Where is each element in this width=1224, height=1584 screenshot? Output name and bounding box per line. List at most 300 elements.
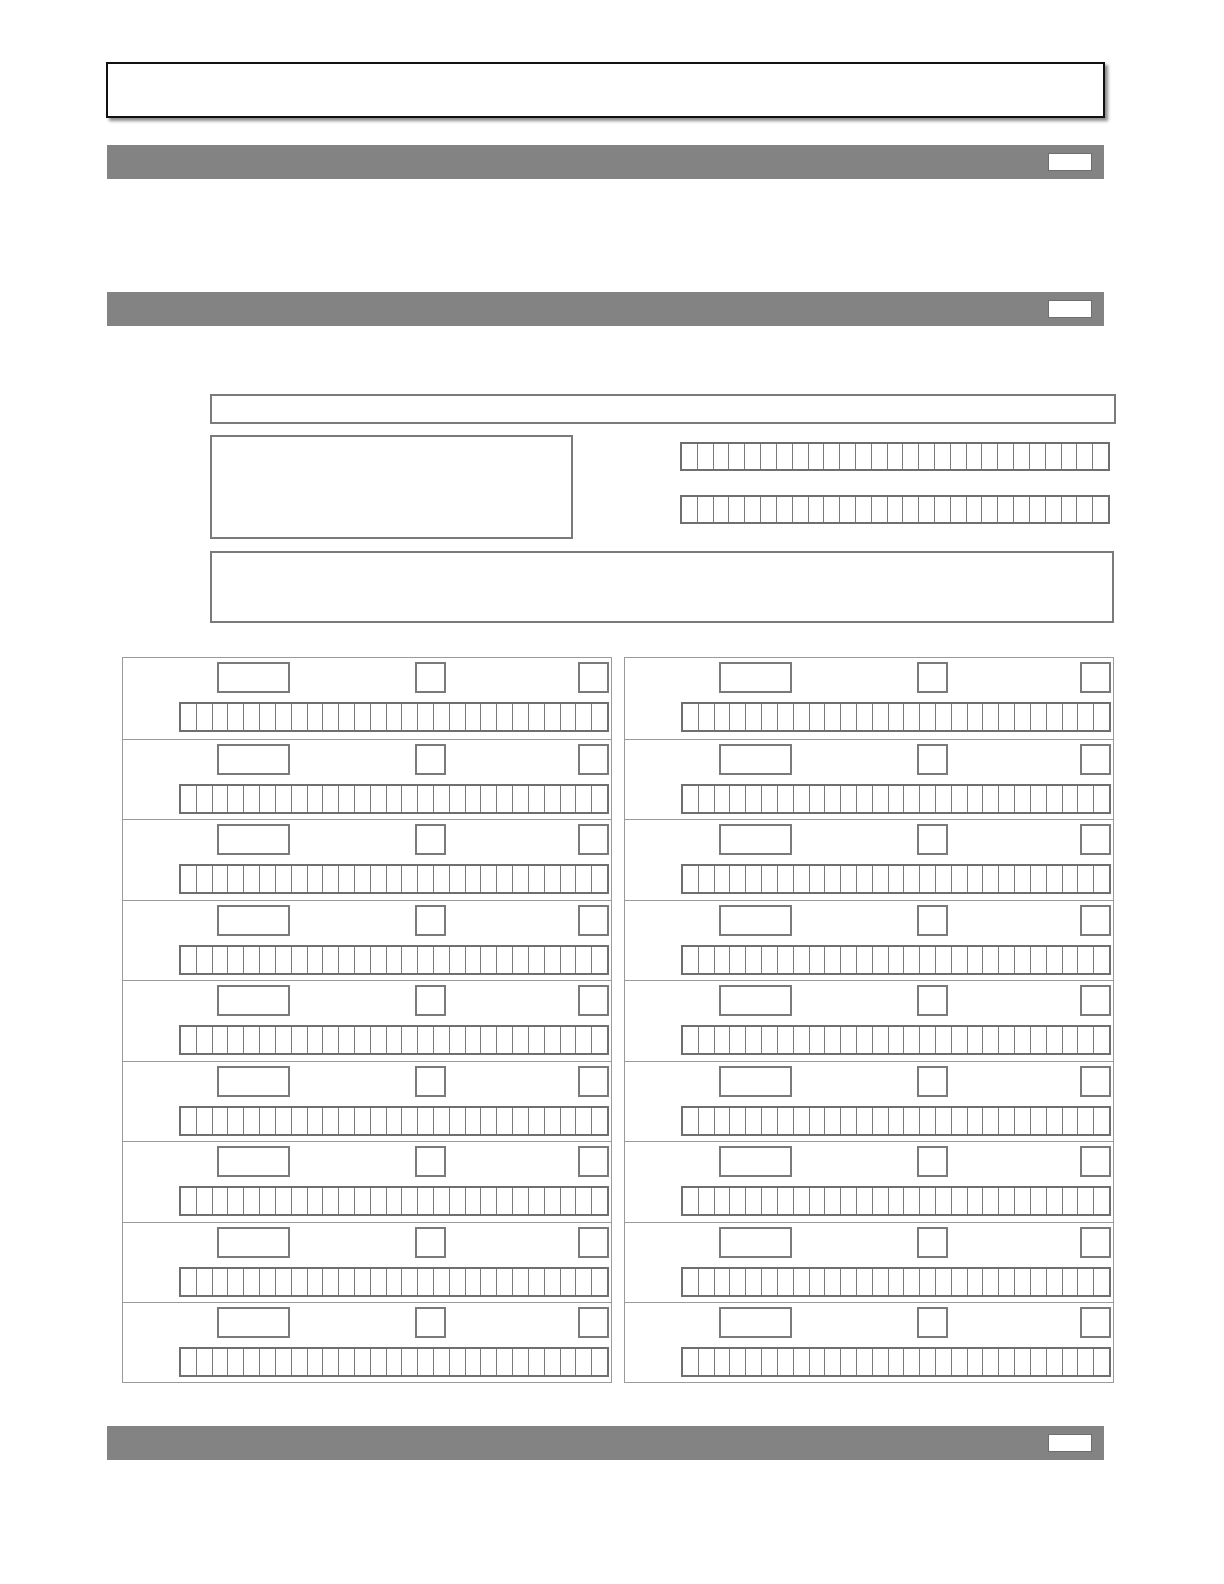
comb-cell[interactable] (355, 1269, 371, 1295)
comb-cell[interactable] (308, 786, 324, 812)
code-field[interactable] (217, 1066, 290, 1097)
comb-cell[interactable] (873, 1108, 889, 1134)
comb-cell[interactable] (1077, 497, 1093, 522)
comb-cell[interactable] (746, 866, 762, 892)
comb-cell[interactable] (1031, 704, 1047, 730)
code-field[interactable] (217, 1307, 290, 1338)
comb-cell[interactable] (952, 866, 968, 892)
comb-cell[interactable] (292, 1269, 308, 1295)
comb-cell[interactable] (952, 1108, 968, 1134)
comb-cell[interactable] (999, 704, 1015, 730)
comb-cell[interactable] (1031, 1188, 1047, 1214)
comb-cell[interactable] (292, 866, 308, 892)
comb-cell[interactable] (276, 947, 292, 973)
comb-cell[interactable] (561, 1108, 577, 1134)
comb-cell[interactable] (197, 704, 213, 730)
comb-cell[interactable] (841, 1269, 857, 1295)
checkbox-2[interactable] (1080, 824, 1111, 855)
comb-cell[interactable] (1063, 1188, 1079, 1214)
comb-cell[interactable] (778, 1108, 794, 1134)
comb-cell[interactable] (1047, 1349, 1063, 1375)
comb-cell[interactable] (983, 947, 999, 973)
comb-cell[interactable] (213, 1108, 229, 1134)
checkbox-1[interactable] (415, 1146, 446, 1177)
comb-cell[interactable] (529, 1108, 545, 1134)
comb-cell[interactable] (387, 866, 403, 892)
comb-cell[interactable] (1063, 866, 1079, 892)
comb-cell[interactable] (699, 704, 715, 730)
comb-cell[interactable] (857, 1349, 873, 1375)
comb-cell[interactable] (497, 1108, 513, 1134)
comb-cell[interactable] (497, 947, 513, 973)
comb-cell[interactable] (904, 1269, 920, 1295)
comb-cell[interactable] (778, 1269, 794, 1295)
comb-cell[interactable] (919, 497, 935, 522)
comb-cell[interactable] (561, 704, 577, 730)
comb-cell[interactable] (1063, 1349, 1079, 1375)
comb-cell[interactable] (952, 947, 968, 973)
comb-cell[interactable] (434, 786, 450, 812)
checkbox-1[interactable] (917, 824, 948, 855)
comb-cell[interactable] (936, 1108, 952, 1134)
comb-cell[interactable] (935, 497, 951, 522)
comb-cell[interactable] (545, 1349, 561, 1375)
comb-cell[interactable] (968, 1349, 984, 1375)
comb-cell[interactable] (387, 786, 403, 812)
comb-cell[interactable] (1094, 866, 1109, 892)
comb-cell[interactable] (1031, 1269, 1047, 1295)
comb-cell[interactable] (276, 786, 292, 812)
comb-cell[interactable] (952, 1188, 968, 1214)
comb-cell[interactable] (920, 866, 936, 892)
comb-cell[interactable] (1094, 1349, 1109, 1375)
comb-cell[interactable] (920, 786, 936, 812)
comb-cell[interactable] (197, 1108, 213, 1134)
entry-comb-field[interactable] (681, 864, 1111, 894)
comb-cell[interactable] (450, 1188, 466, 1214)
comb-cell[interactable] (228, 866, 244, 892)
checkbox-1[interactable] (415, 985, 446, 1016)
comb-cell[interactable] (810, 1108, 826, 1134)
comb-cell[interactable] (793, 497, 809, 522)
comb-cell[interactable] (778, 1349, 794, 1375)
comb-cell[interactable] (794, 947, 810, 973)
checkbox-2[interactable] (1080, 744, 1111, 775)
comb-cell[interactable] (402, 947, 418, 973)
comb-cell[interactable] (810, 1188, 826, 1214)
comb-cell[interactable] (228, 1188, 244, 1214)
comb-cell[interactable] (889, 704, 905, 730)
comb-cell[interactable] (794, 786, 810, 812)
comb-cell[interactable] (952, 1269, 968, 1295)
comb-cell[interactable] (904, 1108, 920, 1134)
comb-cell[interactable] (841, 1188, 857, 1214)
code-field[interactable] (719, 1146, 792, 1177)
comb-field-1[interactable] (680, 442, 1110, 471)
comb-cell[interactable] (1047, 1027, 1063, 1053)
entry-comb-field[interactable] (681, 702, 1111, 732)
checkbox-2[interactable] (1080, 662, 1111, 693)
comb-cell[interactable] (371, 704, 387, 730)
comb-cell[interactable] (213, 947, 229, 973)
comb-cell[interactable] (466, 866, 482, 892)
comb-cell[interactable] (1063, 1027, 1079, 1053)
comb-cell[interactable] (292, 947, 308, 973)
comb-cell[interactable] (276, 704, 292, 730)
comb-cell[interactable] (873, 1269, 889, 1295)
comb-cell[interactable] (1093, 444, 1108, 469)
comb-cell[interactable] (481, 1027, 497, 1053)
comb-cell[interactable] (873, 1027, 889, 1053)
comb-cell[interactable] (857, 786, 873, 812)
comb-cell[interactable] (841, 1349, 857, 1375)
comb-cell[interactable] (276, 1108, 292, 1134)
comb-cell[interactable] (699, 1349, 715, 1375)
comb-cell[interactable] (762, 704, 778, 730)
comb-cell[interactable] (371, 866, 387, 892)
comb-cell[interactable] (699, 1027, 715, 1053)
comb-cell[interactable] (904, 866, 920, 892)
comb-cell[interactable] (418, 1269, 434, 1295)
comb-cell[interactable] (983, 866, 999, 892)
comb-cell[interactable] (434, 1269, 450, 1295)
comb-cell[interactable] (729, 444, 745, 469)
comb-cell[interactable] (699, 947, 715, 973)
comb-cell[interactable] (983, 704, 999, 730)
code-field[interactable] (217, 1227, 290, 1258)
comb-cell[interactable] (292, 1188, 308, 1214)
checkbox-1[interactable] (415, 1066, 446, 1097)
comb-cell[interactable] (951, 497, 967, 522)
checkbox-1[interactable] (917, 662, 948, 693)
comb-cell[interactable] (450, 786, 466, 812)
comb-cell[interactable] (513, 866, 529, 892)
comb-cell[interactable] (1078, 1269, 1094, 1295)
comb-cell[interactable] (1063, 786, 1079, 812)
comb-cell[interactable] (561, 947, 577, 973)
comb-cell[interactable] (1047, 704, 1063, 730)
comb-cell[interactable] (181, 947, 197, 973)
comb-cell[interactable] (983, 1108, 999, 1134)
large-text-box[interactable] (210, 551, 1114, 623)
comb-cell[interactable] (466, 1108, 482, 1134)
comb-cell[interactable] (339, 1269, 355, 1295)
comb-cell[interactable] (936, 1188, 952, 1214)
comb-cell[interactable] (181, 1349, 197, 1375)
comb-cell[interactable] (181, 1188, 197, 1214)
comb-cell[interactable] (746, 1349, 762, 1375)
comb-cell[interactable] (873, 947, 889, 973)
entry-comb-field[interactable] (179, 702, 609, 732)
comb-cell[interactable] (545, 866, 561, 892)
comb-cell[interactable] (1078, 947, 1094, 973)
comb-cell[interactable] (1062, 497, 1078, 522)
entry-comb-field[interactable] (179, 1267, 609, 1297)
comb-cell[interactable] (260, 786, 276, 812)
comb-cell[interactable] (730, 1108, 746, 1134)
comb-cell[interactable] (1031, 786, 1047, 812)
comb-cell[interactable] (1094, 947, 1109, 973)
comb-cell[interactable] (434, 1188, 450, 1214)
comb-cell[interactable] (904, 1188, 920, 1214)
comb-cell[interactable] (339, 1108, 355, 1134)
comb-cell[interactable] (825, 1108, 841, 1134)
comb-cell[interactable] (339, 704, 355, 730)
comb-cell[interactable] (1030, 444, 1046, 469)
checkbox-2[interactable] (578, 1066, 609, 1097)
comb-cell[interactable] (888, 497, 904, 522)
comb-cell[interactable] (825, 1269, 841, 1295)
checkbox-2[interactable] (1080, 1307, 1111, 1338)
comb-cell[interactable] (794, 704, 810, 730)
code-field[interactable] (719, 824, 792, 855)
comb-cell[interactable] (434, 866, 450, 892)
comb-cell[interactable] (592, 1349, 607, 1375)
comb-cell[interactable] (888, 444, 904, 469)
comb-cell[interactable] (450, 1349, 466, 1375)
comb-cell[interactable] (466, 1349, 482, 1375)
code-field[interactable] (719, 744, 792, 775)
comb-cell[interactable] (683, 1269, 699, 1295)
entry-comb-field[interactable] (179, 1025, 609, 1055)
comb-cell[interactable] (1031, 866, 1047, 892)
comb-cell[interactable] (825, 1349, 841, 1375)
comb-cell[interactable] (308, 1188, 324, 1214)
comb-cell[interactable] (983, 786, 999, 812)
comb-cell[interactable] (730, 1027, 746, 1053)
comb-cell[interactable] (1015, 704, 1031, 730)
comb-cell[interactable] (592, 866, 607, 892)
checkbox-1[interactable] (415, 905, 446, 936)
comb-cell[interactable] (683, 1108, 699, 1134)
comb-cell[interactable] (936, 947, 952, 973)
comb-cell[interactable] (466, 1027, 482, 1053)
comb-cell[interactable] (1047, 1188, 1063, 1214)
comb-cell[interactable] (576, 947, 592, 973)
comb-cell[interactable] (919, 444, 935, 469)
comb-cell[interactable] (561, 1188, 577, 1214)
comb-cell[interactable] (339, 1349, 355, 1375)
comb-cell[interactable] (513, 786, 529, 812)
checkbox-1[interactable] (917, 985, 948, 1016)
comb-cell[interactable] (699, 786, 715, 812)
comb-cell[interactable] (951, 444, 967, 469)
comb-cell[interactable] (228, 947, 244, 973)
comb-cell[interactable] (1062, 444, 1078, 469)
comb-cell[interactable] (936, 704, 952, 730)
comb-cell[interactable] (794, 1027, 810, 1053)
comb-cell[interactable] (825, 866, 841, 892)
comb-cell[interactable] (497, 1269, 513, 1295)
entry-comb-field[interactable] (681, 784, 1111, 814)
comb-cell[interactable] (402, 866, 418, 892)
comb-cell[interactable] (683, 947, 699, 973)
comb-cell[interactable] (873, 1349, 889, 1375)
checkbox-1[interactable] (415, 1307, 446, 1338)
comb-cell[interactable] (181, 866, 197, 892)
comb-cell[interactable] (729, 497, 745, 522)
comb-cell[interactable] (762, 1108, 778, 1134)
comb-cell[interactable] (1078, 786, 1094, 812)
comb-cell[interactable] (450, 866, 466, 892)
comb-cell[interactable] (873, 704, 889, 730)
comb-cell[interactable] (920, 1027, 936, 1053)
comb-cell[interactable] (714, 497, 730, 522)
comb-cell[interactable] (1094, 1027, 1109, 1053)
comb-cell[interactable] (308, 1108, 324, 1134)
comb-cell[interactable] (936, 1349, 952, 1375)
comb-cell[interactable] (762, 786, 778, 812)
comb-cell[interactable] (260, 1349, 276, 1375)
comb-cell[interactable] (810, 947, 826, 973)
comb-cell[interactable] (983, 1027, 999, 1053)
checkbox-1[interactable] (917, 744, 948, 775)
comb-cell[interactable] (841, 1108, 857, 1134)
comb-cell[interactable] (244, 704, 260, 730)
comb-cell[interactable] (450, 947, 466, 973)
entry-comb-field[interactable] (179, 1347, 609, 1377)
comb-cell[interactable] (810, 866, 826, 892)
comb-cell[interactable] (418, 704, 434, 730)
comb-cell[interactable] (181, 1269, 197, 1295)
checkbox-1[interactable] (415, 662, 446, 693)
comb-cell[interactable] (841, 947, 857, 973)
comb-cell[interactable] (592, 1269, 607, 1295)
comb-cell[interactable] (260, 704, 276, 730)
comb-cell[interactable] (292, 1027, 308, 1053)
comb-cell[interactable] (323, 786, 339, 812)
comb-cell[interactable] (999, 1027, 1015, 1053)
comb-cell[interactable] (1015, 1027, 1031, 1053)
comb-cell[interactable] (730, 1349, 746, 1375)
comb-cell[interactable] (576, 1108, 592, 1134)
entry-comb-field[interactable] (681, 1347, 1111, 1377)
entry-comb-field[interactable] (179, 945, 609, 975)
comb-cell[interactable] (715, 704, 731, 730)
comb-cell[interactable] (545, 1188, 561, 1214)
comb-cell[interactable] (715, 1188, 731, 1214)
comb-cell[interactable] (276, 1188, 292, 1214)
comb-cell[interactable] (308, 1269, 324, 1295)
comb-cell[interactable] (513, 1349, 529, 1375)
comb-cell[interactable] (545, 786, 561, 812)
comb-cell[interactable] (824, 497, 840, 522)
comb-cell[interactable] (777, 444, 793, 469)
comb-cell[interactable] (323, 866, 339, 892)
comb-cell[interactable] (244, 1027, 260, 1053)
comb-cell[interactable] (561, 1027, 577, 1053)
comb-cell[interactable] (466, 1188, 482, 1214)
address-text-box[interactable] (210, 435, 573, 539)
comb-cell[interactable] (810, 1269, 826, 1295)
comb-cell[interactable] (402, 1108, 418, 1134)
code-field[interactable] (217, 662, 290, 693)
comb-cell[interactable] (197, 786, 213, 812)
comb-cell[interactable] (683, 1188, 699, 1214)
comb-cell[interactable] (355, 1188, 371, 1214)
comb-cell[interactable] (323, 947, 339, 973)
comb-cell[interactable] (840, 497, 856, 522)
comb-cell[interactable] (699, 1269, 715, 1295)
comb-cell[interactable] (778, 1027, 794, 1053)
comb-cell[interactable] (983, 1188, 999, 1214)
comb-cell[interactable] (228, 786, 244, 812)
comb-cell[interactable] (181, 704, 197, 730)
code-field[interactable] (217, 824, 290, 855)
comb-cell[interactable] (682, 497, 698, 522)
comb-cell[interactable] (323, 1269, 339, 1295)
comb-cell[interactable] (418, 866, 434, 892)
comb-cell[interactable] (904, 947, 920, 973)
comb-cell[interactable] (889, 1269, 905, 1295)
entry-comb-field[interactable] (681, 1186, 1111, 1216)
comb-cell[interactable] (292, 1108, 308, 1134)
comb-cell[interactable] (387, 1188, 403, 1214)
comb-cell[interactable] (402, 1188, 418, 1214)
comb-cell[interactable] (936, 1027, 952, 1053)
comb-cell[interactable] (213, 1027, 229, 1053)
comb-cell[interactable] (999, 1269, 1015, 1295)
comb-cell[interactable] (1078, 1027, 1094, 1053)
comb-cell[interactable] (683, 786, 699, 812)
checkbox-1[interactable] (917, 905, 948, 936)
comb-cell[interactable] (841, 866, 857, 892)
comb-cell[interactable] (213, 704, 229, 730)
comb-cell[interactable] (513, 1108, 529, 1134)
checkbox-1[interactable] (415, 824, 446, 855)
comb-cell[interactable] (936, 1269, 952, 1295)
code-field[interactable] (719, 1066, 792, 1097)
comb-cell[interactable] (244, 1349, 260, 1375)
comb-cell[interactable] (545, 704, 561, 730)
comb-cell[interactable] (935, 444, 951, 469)
comb-cell[interactable] (1015, 866, 1031, 892)
comb-cell[interactable] (825, 704, 841, 730)
comb-cell[interactable] (794, 1349, 810, 1375)
comb-cell[interactable] (920, 1108, 936, 1134)
comb-cell[interactable] (561, 1349, 577, 1375)
comb-cell[interactable] (576, 786, 592, 812)
comb-cell[interactable] (418, 1108, 434, 1134)
comb-cell[interactable] (276, 1349, 292, 1375)
comb-cell[interactable] (355, 704, 371, 730)
comb-cell[interactable] (181, 1108, 197, 1134)
comb-cell[interactable] (683, 866, 699, 892)
comb-cell[interactable] (1047, 1108, 1063, 1134)
comb-cell[interactable] (213, 1349, 229, 1375)
comb-cell[interactable] (450, 1269, 466, 1295)
comb-cell[interactable] (793, 444, 809, 469)
comb-cell[interactable] (746, 1027, 762, 1053)
comb-cell[interactable] (181, 786, 197, 812)
comb-cell[interactable] (761, 497, 777, 522)
comb-cell[interactable] (745, 444, 761, 469)
comb-cell[interactable] (228, 1108, 244, 1134)
comb-cell[interactable] (952, 1027, 968, 1053)
comb-cell[interactable] (1015, 1269, 1031, 1295)
comb-cell[interactable] (292, 704, 308, 730)
comb-cell[interactable] (699, 866, 715, 892)
checkbox-2[interactable] (1080, 985, 1111, 1016)
comb-cell[interactable] (260, 866, 276, 892)
comb-cell[interactable] (889, 786, 905, 812)
code-field[interactable] (217, 1146, 290, 1177)
comb-cell[interactable] (999, 866, 1015, 892)
comb-cell[interactable] (450, 1027, 466, 1053)
checkbox-2[interactable] (578, 824, 609, 855)
comb-cell[interactable] (371, 1027, 387, 1053)
comb-cell[interactable] (513, 1188, 529, 1214)
